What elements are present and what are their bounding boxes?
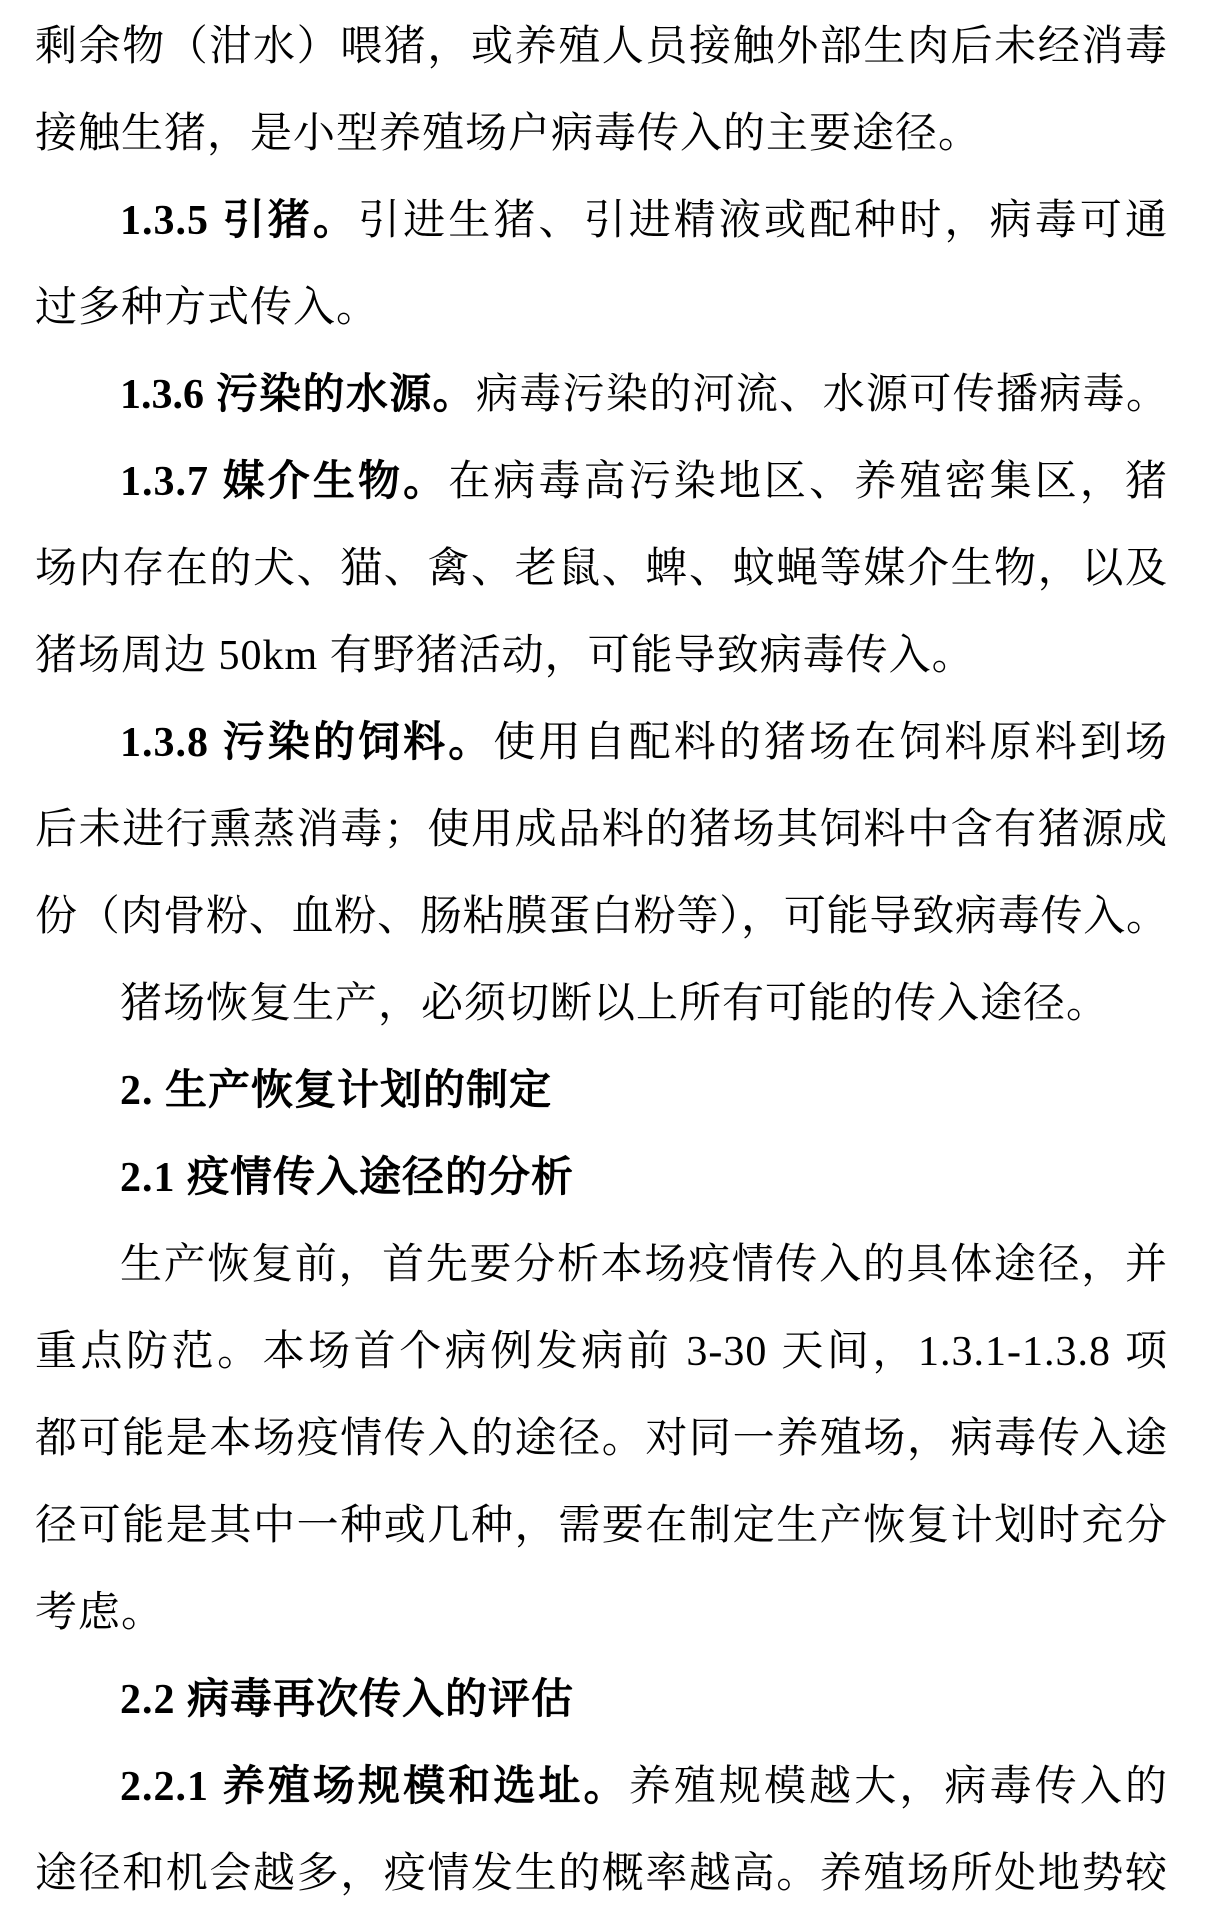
text-line — [35, 265, 1168, 352]
text-line — [35, 1657, 1168, 1744]
text-segment: 重点防范。本场首个病例发病前 3-30 天间，1.3.1-1.3.8 项 — [35, 1329, 1168, 1375]
text-segment: 生产恢复前，首先要分析本场疫情传入的具体途径，并 — [120, 1242, 1168, 1288]
text-segment: 猪场恢复生产，必须切断以上所有可能的传入途径。 — [120, 981, 1110, 1027]
text-line — [35, 526, 1168, 613]
text-segment: 考虑。 — [35, 1590, 165, 1636]
text-line — [35, 961, 1168, 1048]
text-line — [35, 178, 1168, 265]
heading-segment: 1.3.6 污染的水源。 — [120, 372, 476, 418]
text-segment: 份（肉骨粉、血粉、肠粘膜蛋白粉等），可能导致病毒传入。 — [35, 894, 1168, 940]
text-segment: 引进生猪、引进精液或配种时，病毒可通 — [357, 198, 1168, 244]
text-segment: 过多种方式传入。 — [35, 285, 380, 331]
heading-segment: 2.2 病毒再次传入的评估 — [120, 1677, 575, 1723]
text-line — [35, 1570, 1168, 1657]
text-segment: 使用自配料的猪场在饲料原料到场 — [493, 720, 1168, 766]
text-segment: 猪场周边 50km 有野猪活动，可能导致病毒传入。 — [35, 633, 975, 679]
text-block — [35, 4, 1168, 1918]
text-line — [35, 1222, 1168, 1309]
heading-segment: 1.3.8 污染的饲料。 — [120, 720, 494, 766]
text-segment: 都可能是本场疫情传入的途径。对同一养殖场，病毒传入途 — [35, 1416, 1168, 1462]
text-line — [35, 439, 1168, 526]
text-line — [35, 874, 1168, 961]
text-segment: 病毒污染的河流、水源可传播病毒。 — [475, 372, 1168, 418]
text-segment: 径可能是其中一种或几种，需要在制定生产恢复计划时充分 — [35, 1503, 1168, 1549]
text-segment: 剩余物（泔水）喂猪，或养殖人员接触外部生肉后未经消毒 — [35, 24, 1168, 70]
text-segment: 途径和机会越多，疫情发生的概率越高。养殖场所处地势较 — [35, 1851, 1168, 1897]
text-line — [35, 1309, 1168, 1396]
text-line — [35, 91, 1168, 178]
heading-segment: 2.2.1 养殖场规模和选址。 — [120, 1764, 629, 1810]
heading-segment: 2. 生产恢复计划的制定 — [120, 1068, 553, 1114]
text-line — [35, 613, 1168, 700]
heading-segment: 1.3.5 引猪。 — [120, 198, 358, 244]
text-segment: 场内存在的犬、猫、禽、老鼠、蜱、蚊蝇等媒介生物，以及 — [35, 546, 1168, 592]
text-line — [35, 787, 1168, 874]
heading-segment: 2.1 疫情传入途径的分析 — [120, 1155, 575, 1201]
text-line — [35, 1135, 1168, 1222]
text-segment: 养殖规模越大，病毒传入的 — [628, 1764, 1168, 1810]
text-segment: 在病毒高污染地区、养殖密集区，猪 — [448, 459, 1168, 505]
text-line — [35, 1396, 1168, 1483]
text-line — [35, 1831, 1168, 1918]
text-segment: 后未进行熏蒸消毒；使用成品料的猪场其饲料中含有猪源成 — [35, 807, 1168, 853]
heading-segment: 1.3.7 媒介生物。 — [120, 459, 449, 505]
text-line — [35, 1744, 1168, 1831]
text-line — [35, 1483, 1168, 1570]
text-line — [35, 1048, 1168, 1135]
text-line — [35, 700, 1168, 787]
text-segment: 接触生猪，是小型养殖场户病毒传入的主要途径。 — [35, 111, 982, 157]
text-line — [35, 4, 1168, 91]
text-line — [35, 352, 1168, 439]
